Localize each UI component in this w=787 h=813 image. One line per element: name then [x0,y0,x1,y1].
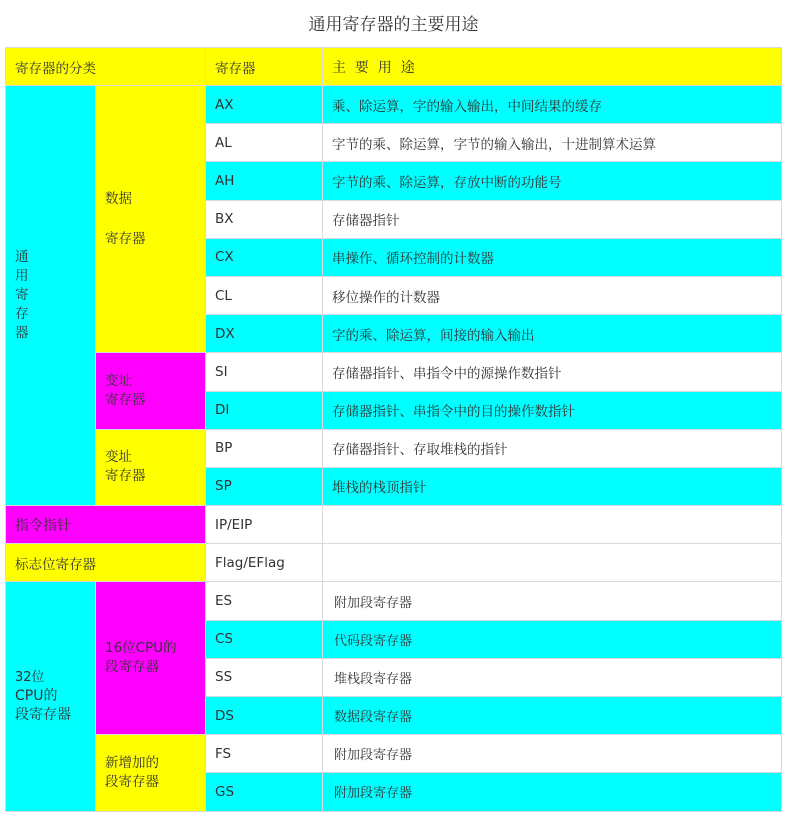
register-usage: 串操作、循环控制的计数器 [323,238,782,276]
register-name: SS [206,658,323,696]
register-usage: 附加段寄存器 [323,582,782,620]
register-usage [323,544,782,582]
register-name: SI [206,353,323,391]
register-usage [323,506,782,544]
register-name: IP/EIP [206,506,323,544]
register-usage: 字的乘、除运算，间接的输入输出 [323,315,782,353]
register-name: SP [206,467,323,505]
table-row [6,506,782,544]
register-usage: 乘、除运算，字的输入输出，中间结果的缓存 [323,86,782,124]
register-usage: 附加段寄存器 [323,735,782,773]
register-usage: 存储器指针、串指令中的目的操作数指针 [323,391,782,429]
register-usage: 堆栈段寄存器 [323,658,782,696]
group-32bit-segment-registers: 32位 CPU的 段寄存器 [6,582,96,811]
register-usage: 存储器指针、串指令中的源操作数指针 [323,353,782,391]
register-name: BP [206,429,323,467]
register-name: DX [206,315,323,353]
register-name: AX [206,86,323,124]
group-instruction-pointer: 指令指针 [6,506,206,544]
register-usage: 字节的乘、除运算，存放中断的功能号 [323,162,782,200]
register-usage: 代码段寄存器 [323,620,782,658]
header-register: 寄存器 [206,48,323,86]
register-name: BX [206,200,323,238]
register-name: CX [206,238,323,276]
register-name: GS [206,773,323,811]
group-new-segment-registers: 新增加的 段寄存器 [96,735,206,811]
register-name: AL [206,124,323,162]
register-usage: 字节的乘、除运算，字节的输入输出，十进制算术运算 [323,124,782,162]
group-general-registers: 通 用 寄 存 器 [6,86,96,506]
register-name: CL [206,276,323,314]
table-row [6,429,782,467]
group-data-registers: 数据 寄存器 [96,86,206,353]
table-row [6,544,782,582]
group-16bit-segment-registers: 16位CPU的 段寄存器 [96,582,206,735]
register-name: Flag/EFlag [206,544,323,582]
register-usage: 存储器指针 [323,200,782,238]
table-row [6,735,782,773]
register-name: DI [206,391,323,429]
group-flag-register: 标志位寄存器 [6,544,206,582]
table-row [6,353,782,391]
header-category: 寄存器的分类 [6,48,206,86]
register-name: FS [206,735,323,773]
register-name: DS [206,697,323,735]
table-row [6,582,782,620]
page-title: 通用寄存器的主要用途 [308,15,479,35]
register-usage: 附加段寄存器 [323,773,782,811]
register-usage: 数据段寄存器 [323,697,782,735]
header-row [6,48,782,86]
register-usage: 移位操作的计数器 [323,276,782,314]
register-usage: 存储器指针、存取堆栈的指针 [323,429,782,467]
register-name: AH [206,162,323,200]
register-usage: 堆栈的栈顶指针 [323,467,782,505]
register-name: CS [206,620,323,658]
header-usage: 主 要 用 途 [323,48,782,86]
table-row [6,86,782,124]
group-index-registers-1: 变址 寄存器 [96,353,206,429]
group-index-registers-2: 变址 寄存器 [96,429,206,505]
register-name: ES [206,582,323,620]
register-table [5,47,782,812]
